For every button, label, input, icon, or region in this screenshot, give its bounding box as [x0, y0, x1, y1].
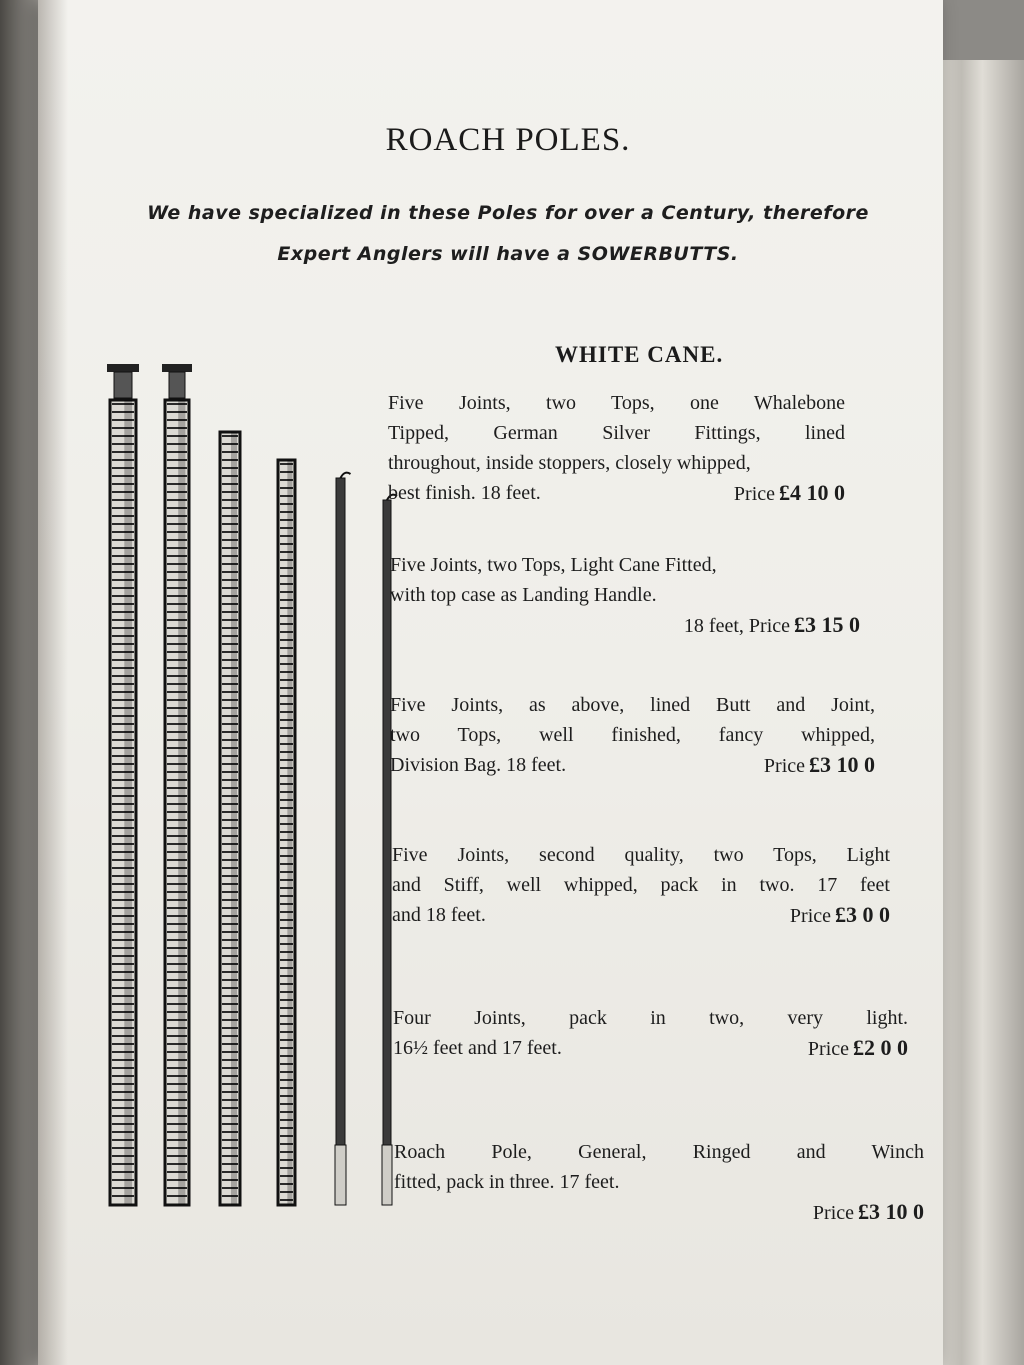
item-1-last-line	[388, 478, 845, 508]
item-2-line-2: with top case as Landing Handle.	[390, 584, 657, 606]
item-3-detail: Division Bag. 18 feet.	[390, 754, 567, 776]
item-1-line-2: Tipped, German Silver Fittings, lined	[388, 422, 845, 444]
price-label: Price	[763, 755, 805, 777]
item-6-line-2: fitted, pack in three. 17 feet.	[394, 1171, 620, 1193]
section-heading: WHITE CANE.	[555, 342, 724, 367]
price-amount: £3 0 0	[835, 902, 890, 927]
item-3-last-line	[390, 750, 875, 780]
item-2-detail: 18 feet,	[683, 615, 744, 637]
pole-4	[278, 460, 295, 1205]
item-2-price	[390, 610, 860, 641]
product-item-5	[393, 1003, 908, 1064]
price-amount: £3 10 0	[809, 752, 875, 777]
price-amount: £3 15 0	[794, 612, 860, 637]
item-3-line-2: two Tops, well finished, fancy whipped,	[390, 724, 875, 746]
price-label: Price	[748, 615, 790, 637]
product-item-6	[394, 1137, 924, 1228]
tagline-line-1: We have specialized in these Poles for over a Century, therefore	[147, 202, 869, 224]
item-3-price	[764, 750, 875, 781]
price-label: Price	[733, 483, 775, 505]
price-label: Price	[812, 1202, 854, 1224]
catalogue-page	[38, 0, 943, 1365]
price-amount: £3 10 0	[858, 1199, 924, 1224]
item-6-price	[394, 1197, 924, 1228]
item-6-line-1: Roach Pole, General, Ringed and Winch	[394, 1141, 924, 1163]
item-4-line-2: and Stiff, well whipped, pack in two. 17 feet	[392, 874, 890, 896]
price-label: Price	[807, 1038, 849, 1060]
roach-poles-illustration	[98, 360, 408, 1220]
page-fold-shadow	[38, 0, 68, 1365]
item-5-detail: 16½ feet and 17 feet.	[393, 1037, 562, 1059]
item-5-price	[808, 1033, 908, 1064]
item-4-line-1: Five Joints, second quality, two Tops, Light	[392, 844, 890, 866]
pole-2	[162, 364, 192, 1205]
item-4-last-line	[392, 900, 890, 930]
price-label: Price	[789, 905, 831, 927]
item-1-detail: best finish. 18 feet.	[388, 482, 541, 504]
product-item-2	[390, 550, 860, 641]
item-1-line-3: throughout, inside stoppers, closely whipped,	[388, 452, 751, 474]
tagline-line-2: Expert Anglers will have a SOWERBUTTS.	[277, 243, 739, 265]
item-5-line-1: Four Joints, pack in two, very light.	[393, 1007, 908, 1029]
item-4-detail: and 18 feet.	[392, 904, 486, 926]
page-title: ROACH POLES.	[385, 122, 631, 158]
item-2-line-1: Five Joints, two Tops, Light Cane Fitted,	[390, 554, 717, 576]
item-1-price	[734, 478, 845, 509]
price-amount: £4 10 0	[779, 480, 845, 505]
item-4-price	[790, 900, 890, 931]
pole-1	[107, 364, 139, 1205]
product-item-1	[388, 388, 845, 509]
product-item-4	[392, 840, 890, 931]
product-item-3	[390, 690, 875, 781]
item-5-last-line	[393, 1033, 908, 1063]
item-3-line-1: Five Joints, as above, lined Butt and Joint,	[390, 694, 875, 716]
item-1-line-1: Five Joints, two Tops, one Whalebone	[388, 392, 845, 414]
pole-3	[220, 432, 240, 1205]
pole-5	[335, 473, 351, 1205]
price-amount: £2 0 0	[853, 1035, 908, 1060]
